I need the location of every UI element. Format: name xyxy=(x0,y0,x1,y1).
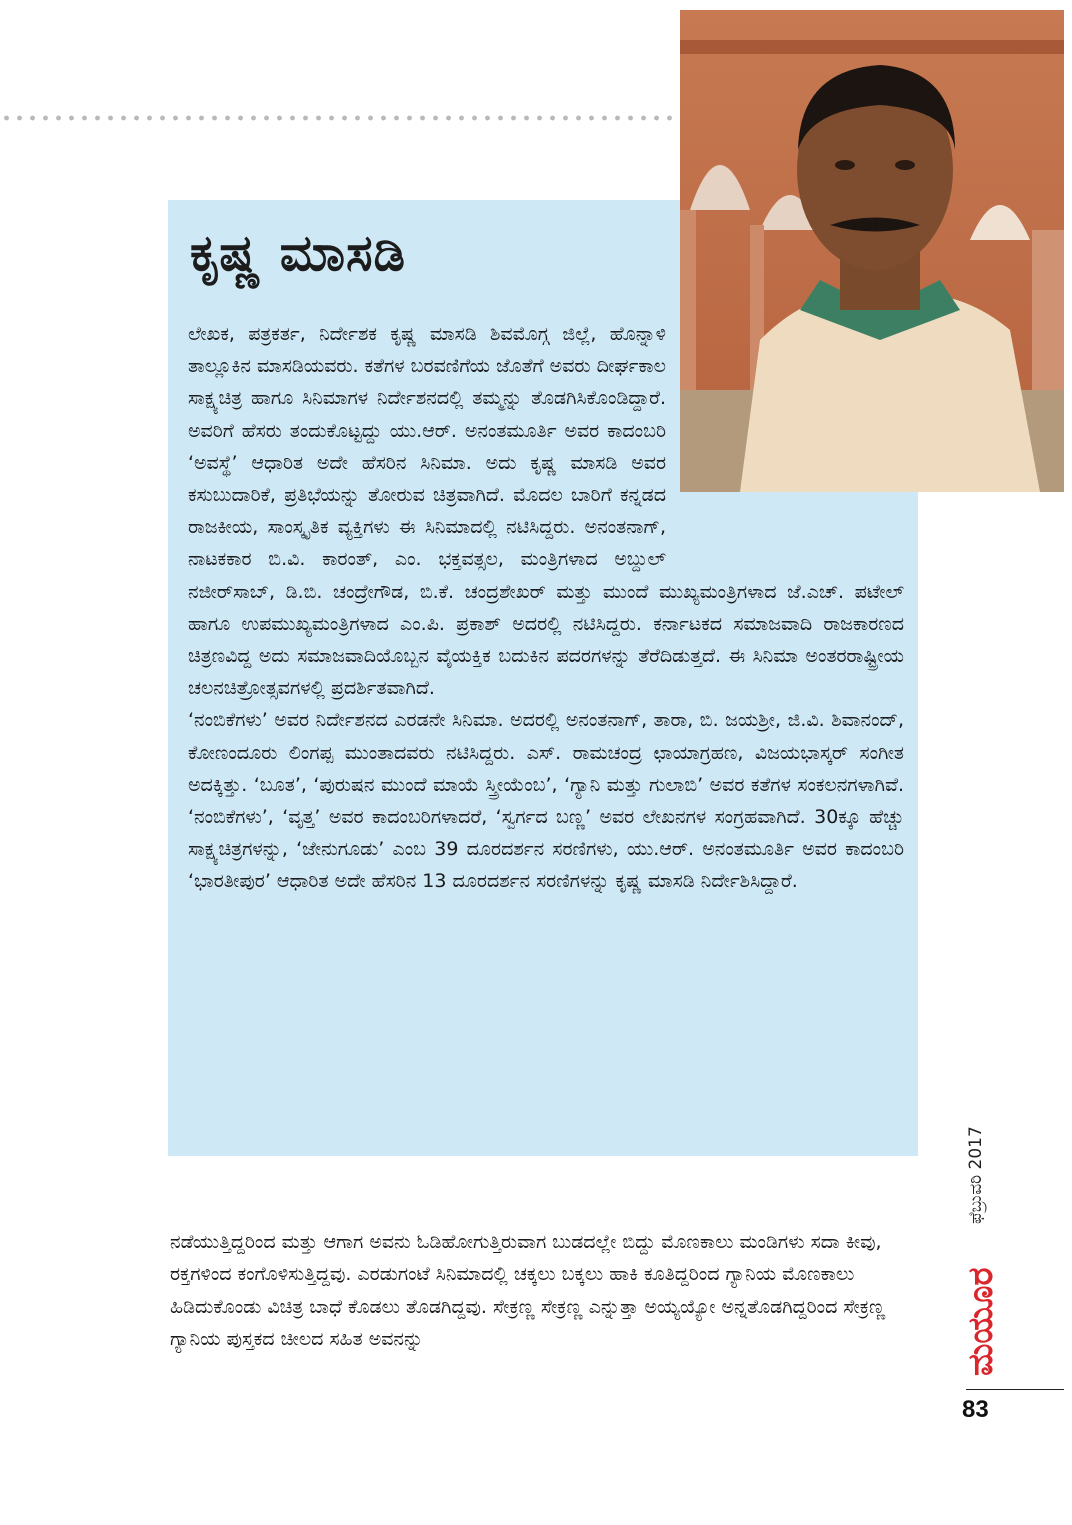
dotted-divider xyxy=(0,114,680,122)
bio-paragraph-2: ‘ನಂಬಿಕೆಗಳು’ ಅವರ ನಿರ್ದೇಶನದ ಎರಡನೇ ಸಿನಿಮಾ. ಅದರಲ್ಲಿ ಅನಂತನಾಗ್, ತಾರಾ, ಬಿ. ಜಯಶ್ರೀ, ಜಿ.ವಿ. ಶಿವಾನಂದ್, ಕೋಣಂದೂರು ಲಿಂಗಪ್ಪ ಮುಂತಾದವರು ನಟಿಸಿದ್ದರು. ಎಸ್. ರಾಮಚಂದ್ರ ಛಾಯಾಗ್ರಹಣ, ವಿಜಯಭಾಸ್ಕರ್ ಸಂಗೀತ ಅದಕ್ಕಿತ್ತು. ‘ಬೂತ’, ‘ಪುರುಷನ ಮುಂದೆ ಮಾಯೆ ಸ್ತ್ರೀಯೆಂಬ’, ‘ಗ್ಯಾನಿ ಮತ್ತು ಗುಲಾಬಿ’ ಅವರ ಕತೆಗಳ ಸಂಕಲನಗಳಾಗಿವೆ. ‘ನಂಬಿಕೆಗಳು’, ‘ವೃತ್ತ’ ಅವರ ಕಾದಂಬರಿಗಳಾದರೆ, ‘ಸ್ವರ್ಗದ ಬಣ್ಣ’ ಅವರ ಲೇಖನಗಳ ಸಂಗ್ರಹವಾಗಿದೆ. 30ಕ್ಕೂ ಹೆಚ್ಚು ಸಾಕ್ಷ್ಯಚಿತ್ರಗಳನ್ನು, ‘ಜೇನುಗೂಡು’ ಎಂಬ 39 ದೂರದರ್ಶನ ಸರಣಿಗಳು, ಯು.ಆರ್. ಅನಂತಮೂರ್ತಿ ಅವರ ಕಾದಂಬರಿ ‘ಭಾರತೀಪುರ’ ಆಧಾರಿತ ಅದೇ ಹೆಸರಿನ 13 ದೂರದರ್ಶನ ಸರಣಿಗಳನ್ನು ಕೃಷ್ಣ ಮಾಸಡಿ ನಿರ್ದೇಶಿಸಿದ್ದಾರೆ. xyxy=(188,709,904,893)
page-number: 83 xyxy=(962,1396,989,1423)
photo-wrap-space xyxy=(666,318,904,544)
bio-title: ಕೃಷ್ಣ ಮಾಸಡಿ xyxy=(190,224,407,282)
footer-rule xyxy=(966,1389,1064,1390)
issue-date xyxy=(946,1100,1016,1230)
magazine-logo xyxy=(960,1240,1000,1380)
magazine-name: ಮಯೂರ xyxy=(961,1267,1000,1376)
bio-paragraph-1: ಲೇಖಕ, ಪತ್ರಕರ್ತ, ನಿರ್ದೇಶಕ ಕೃಷ್ಣ ಮಾಸಡಿ ಶಿವಮೊಗ್ಗ ಜಿಲ್ಲೆ, ಹೊನ್ನಾಳಿ ತಾಲ್ಲೂಕಿನ ಮಾಸಡಿಯವರು. ಕತೆಗಳ ಬರವಣಿಗೆಯ ಜೊತೆಗೆ ಅವರು ದೀರ್ಘಕಾಲ ಸಾಕ್ಷ್ಯಚಿತ್ರ ಹಾಗೂ ಸಿನಿಮಾಗಳ ನಿರ್ದೇಶನದಲ್ಲಿ ತಮ್ಮನ್ನು ತೊಡಗಿಸಿಕೊಂಡಿದ್ದಾರೆ. ಅವರಿಗೆ ಹೆಸರು ತಂದುಕೊಟ್ಟದ್ದು ಯು.ಆರ್. ಅನಂತಮೂರ್ತಿ ಅವರ ಕಾದಂಬರಿ ‘ಅವಸ್ಥೆ’ ಆಧಾರಿತ ಅದೇ ಹೆಸರಿನ ಸಿನಿಮಾ. ಅದು ಕೃಷ್ಣ ಮಾಸಡಿ ಅವರ ಕಸುಬುದಾರಿಕೆ, ಪ್ರತಿಭೆಯನ್ನು ತೋರುವ ಚಿತ್ರವಾಗಿದೆ. ಮೊದಲ ಬಾರಿಗೆ ಕನ್ನಡದ ರಾಜಕೀಯ, ಸಾಂಸ್ಕೃತಿಕ ವ್ಯಕ್ತಿಗಳು ಈ ಸಿನಿಮಾದಲ್ಲಿ ನಟಿಸಿದ್ದರು. ಅನಂತನಾಗ್, ನಾಟಕಕಾರ ಬಿ.ವಿ. ಕಾರಂತ್, ಎಂ. ಭಕ್ತವತ್ಸಲ, ಮಂತ್ರಿಗಳಾದ ಅಬ್ದುಲ್ ನಜೀರ್‌ಸಾಬ್, ಡಿ.ಬಿ. ಚಂದ್ರೇಗೌಡ, ಬಿ.ಕೆ. ಚಂದ್ರಶೇಖರ್ ಮತ್ತು ಮುಂದೆ ಮುಖ್ಯಮಂತ್ರಿಗಳಾದ ಜೆ.ಎಚ್. ಪಟೇಲ್ ಹಾಗೂ ಉಪಮುಖ್ಯಮಂತ್ರಿಗಳಾದ ಎಂ.ಪಿ. ಪ್ರಕಾಶ್ ಅದರಲ್ಲಿ ನಟಿಸಿದ್ದರು. ಕರ್ನಾಟಕದ ಸಮಾಜವಾದಿ ರಾಜಕಾರಣದ ಚಿತ್ರಣವಿದ್ದ ಅದು ಸಮಾಜವಾದಿಯೊಬ್ಬನ ವೈಯಕ್ತಿಕ ಬದುಕಿನ ಪದರಗಳನ್ನು ತೆರೆದಿಡುತ್ತದೆ. ಈ ಸಿನಿಮಾ ಅಂತರರಾಷ್ಟ್ರೀಯ ಚಲನಚಿತ್ರೋತ್ಸವಗಳಲ್ಲಿ ಪ್ರದರ್ಶಿತವಾಗಿದೆ. xyxy=(188,323,904,700)
issue-date-text: ಫೆಬ್ರುವರಿ 2017 xyxy=(966,1126,986,1224)
article-body-text: ನಡೆಯುತ್ತಿದ್ದರಿಂದ ಮತ್ತು ಆಗಾಗ ಅವನು ಓಡಿಹೋಗುತ್ತಿರುವಾಗ ಬುಡದಲ್ಲೇ ಬಿದ್ದು ಮೊಣಕಾಲು ಮಂಡಿಗಳು ಸದಾ ಕೀವು, ರಕ್ತಗಳಿಂದ ಕಂಗೊಳಿಸುತ್ತಿದ್ದವು. ಎರಡುಗಂಟೆ ಸಿನಿಮಾದಲ್ಲಿ ಚಕ್ಕಲು ಬಕ್ಕಲು ಹಾಕಿ ಕೂತಿದ್ದರಿಂದ ಗ್ಯಾನಿಯ ಮೊಣಕಾಲು ಹಿಡಿದುಕೊಂಡು ವಿಚಿತ್ರ ಬಾಧೆ ಕೊಡಲು ತೊಡಗಿದ್ದವು. ಸೇಕ್ರಣ್ಣ ಸೇಕ್ರಣ್ಣ ಎನ್ನುತ್ತಾ ಅಯ್ಯಯ್ಯೋ ಅನ್ನತೊಡಗಿದ್ದರಿಂದ ಸೇಕ್ರಣ್ಣ ಗ್ಯಾನಿಯ ಪುಸ್ತಕದ ಚೀಲದ ಸಹಿತ ಅವನನ್ನು xyxy=(170,1231,886,1351)
bio-text xyxy=(188,318,904,898)
